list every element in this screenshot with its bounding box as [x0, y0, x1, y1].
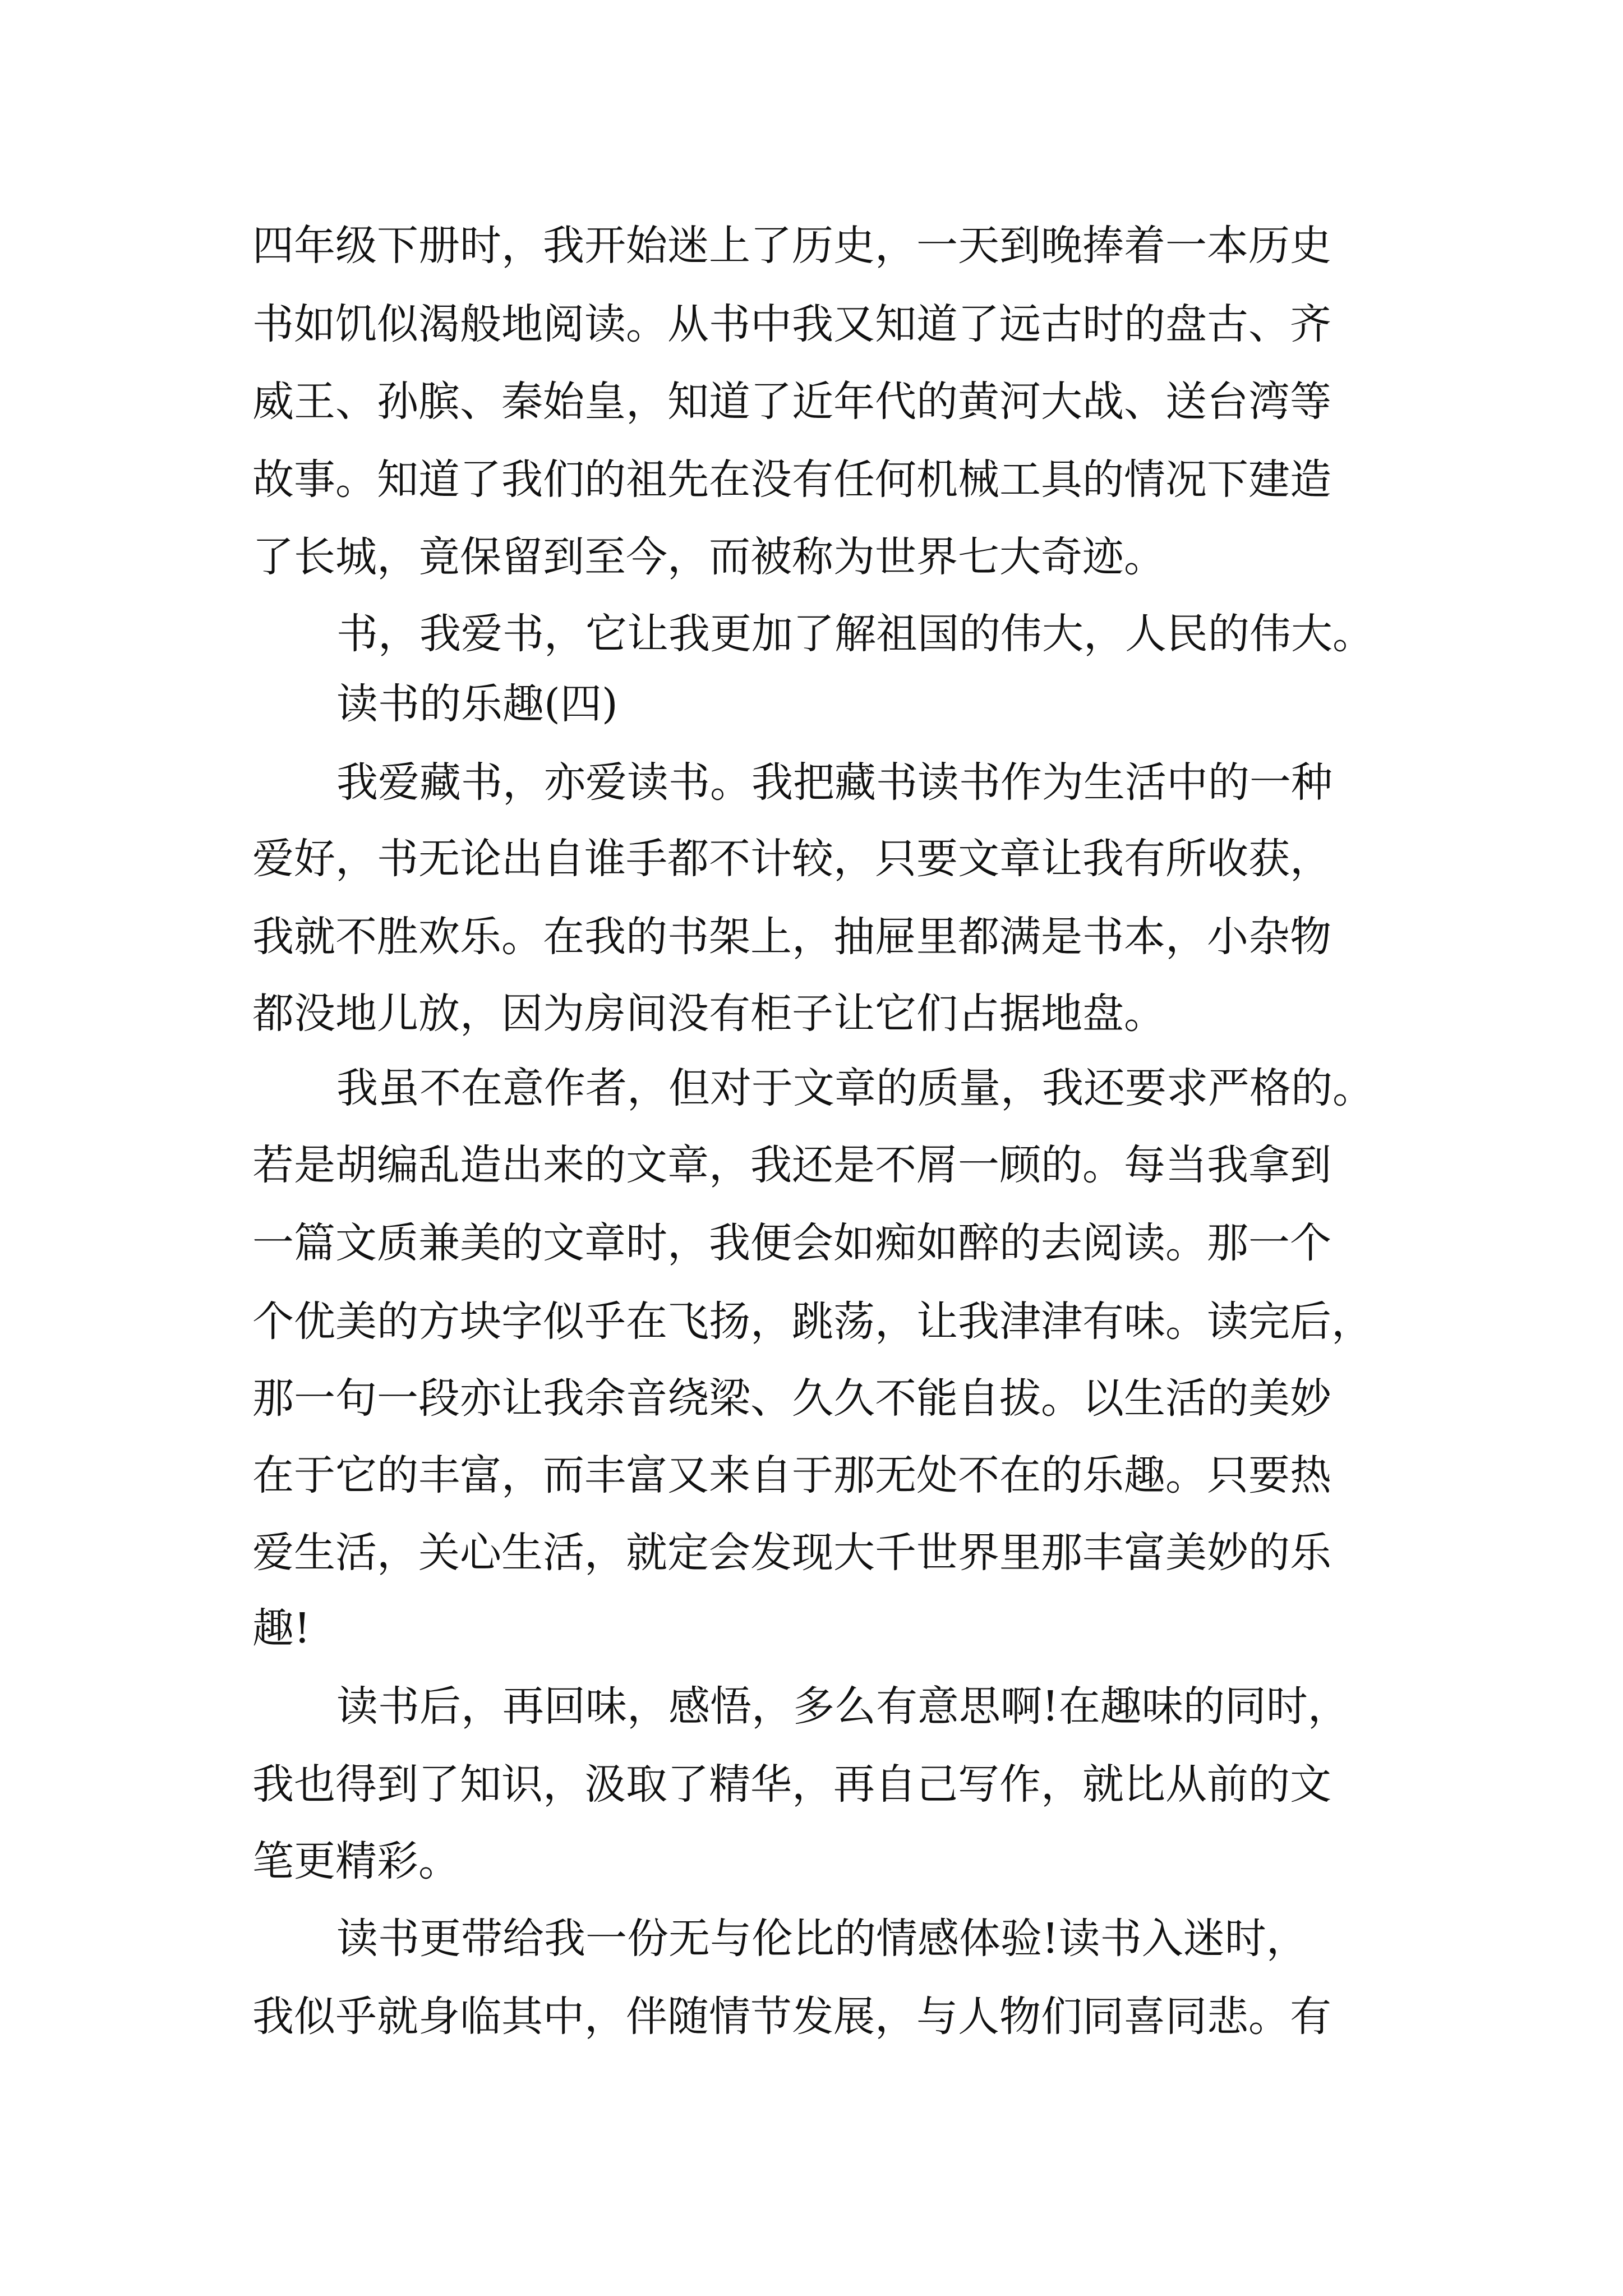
text-line: 书，我爱书，它让我更加了解祖国的伟大，人民的伟大。 — [336, 610, 1374, 658]
text-line: 威王、孙膑、秦始皇，知道了近年代的黄河大战、送台湾等 — [252, 378, 1331, 426]
text-line: 都没地儿放，因为房间没有柜子让它们占据地盘。 — [252, 990, 1165, 1038]
text-line: 故事。知道了我们的祖先在没有任何机械工具的情况下建造 — [252, 455, 1331, 504]
text-line: 个优美的方块字似乎在飞扬，跳荡，让我津津有味。读完后， — [252, 1297, 1373, 1346]
text-line: 笔更精彩。 — [252, 1837, 460, 1885]
text-line: 我虽不在意作者，但对于文章的质量，我还要求严格的。 — [336, 1064, 1374, 1112]
text-line: 一篇文质兼美的文章时，我便会如痴如醉的去阅读。那一个 — [252, 1219, 1331, 1267]
text-line: 我似乎就身临其中，伴随情节发展，与人物们同喜同悲。有 — [252, 1993, 1331, 2041]
text-line: 我爱藏书，亦爱读书。我把藏书读书作为生活中的一种 — [336, 758, 1332, 807]
text-line: 在于它的丰富，而丰富又来自于那无处不在的乐趣。只要热 — [252, 1451, 1331, 1499]
text-line: 书如饥似渴般地阅读。从书中我又知道了远古时的盘古、齐 — [252, 300, 1331, 348]
text-line: 趣! — [252, 1604, 311, 1653]
text-line: 读书后，再回味，感悟，多么有意思啊!在趣味的同时， — [336, 1682, 1349, 1731]
text-line: 我也得到了知识，汲取了精华，再自己写作，就比从前的文 — [252, 1760, 1331, 1809]
text-line: 那一句一段亦让我余音绕梁、久久不能自拔。以生活的美妙 — [252, 1374, 1331, 1423]
text-line: 读书更带给我一份无与伦比的情感体验!读书入迷时， — [336, 1915, 1308, 1963]
text-line: 爱生活，关心生活，就定会发现大千世界里那丰富美妙的乐 — [252, 1529, 1331, 1577]
text-line: 我就不胜欢乐。在我的书架上，抽屉里都满是书本，小杂物 — [252, 913, 1331, 961]
text-line: 四年级下册时，我开始迷上了历史，一天到晚捧着一本历史 — [252, 222, 1331, 270]
section-heading: 读书的乐趣(四) — [336, 680, 618, 728]
text-line: 了长城，竟保留到至今，而被称为世界七大奇迹。 — [252, 533, 1165, 581]
text-line: 若是胡编乱造出来的文章，我还是不屑一顾的。每当我拿到 — [252, 1141, 1331, 1189]
text-line: 爱好，书无论出自谁手都不计较，只要文章让我有所收获， — [252, 835, 1331, 883]
